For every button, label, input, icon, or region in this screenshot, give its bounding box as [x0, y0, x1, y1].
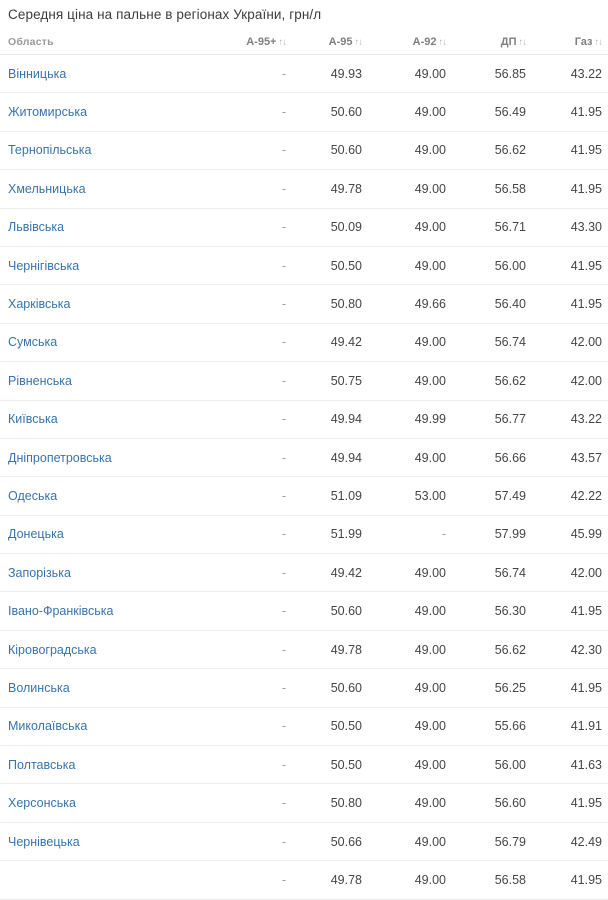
sort-icon[interactable]: ↑↓ [594, 37, 602, 48]
region-link[interactable]: Тернопільська [8, 143, 92, 158]
region-link[interactable]: Хмельницька [8, 181, 86, 196]
fuel-price-table [0, 30, 608, 900]
price-cell-a95plus: - [216, 55, 292, 93]
region-cell[interactable] [0, 131, 216, 169]
price-cell-a95: 49.42 [292, 323, 368, 361]
price-cell-a95plus: - [216, 438, 292, 476]
table-row [0, 861, 608, 899]
price-cell-gas: 41.95 [532, 784, 608, 822]
region-cell[interactable] [0, 784, 216, 822]
price-cell-a95plus: - [216, 285, 292, 323]
price-cell-gas: 41.95 [532, 861, 608, 899]
price-cell-dp: 57.49 [452, 477, 532, 515]
price-cell-dp: 56.60 [452, 784, 532, 822]
table-row [0, 55, 608, 93]
region-cell[interactable] [0, 323, 216, 361]
price-cell-gas: 42.00 [532, 554, 608, 592]
table-row [0, 822, 608, 860]
price-cell-gas: 41.91 [532, 707, 608, 745]
price-cell-a92: 49.00 [368, 208, 452, 246]
column-header-region [0, 30, 216, 55]
price-cell-a92: - [368, 515, 452, 553]
price-cell-a95: 49.78 [292, 170, 368, 208]
price-cell-dp: 56.49 [452, 93, 532, 131]
column-header-dp-label: ДП [500, 36, 517, 48]
region-link[interactable]: Херсонська [8, 796, 76, 811]
table-body [0, 55, 608, 900]
price-cell-gas: 43.22 [532, 55, 608, 93]
region-link[interactable]: Волинська [8, 680, 70, 695]
price-cell-dp: 56.62 [452, 630, 532, 668]
price-cell-a92: 49.00 [368, 592, 452, 630]
column-header-gas-label: Газ [574, 36, 593, 48]
region-link[interactable]: Харківська [8, 297, 71, 312]
price-cell-a95: 50.50 [292, 746, 368, 784]
table-row [0, 400, 608, 438]
price-cell-dp: 56.62 [452, 131, 532, 169]
region-link[interactable]: Івано-Франківська [8, 604, 114, 619]
price-cell-a95plus: - [216, 669, 292, 707]
price-cell-gas: 41.95 [532, 131, 608, 169]
price-cell-a95: 50.09 [292, 208, 368, 246]
price-cell-a95plus: - [216, 707, 292, 745]
price-cell-dp: 55.66 [452, 707, 532, 745]
table-row [0, 285, 608, 323]
region-cell[interactable] [0, 285, 216, 323]
table-header-row [0, 30, 608, 55]
price-cell-gas: 41.95 [532, 592, 608, 630]
price-cell-a95plus: - [216, 515, 292, 553]
price-cell-gas: 42.49 [532, 822, 608, 860]
region-cell[interactable] [0, 592, 216, 630]
region-cell[interactable] [0, 55, 216, 93]
price-cell-a95: 50.50 [292, 707, 368, 745]
price-cell-gas: 41.95 [532, 669, 608, 707]
region-cell[interactable] [0, 669, 216, 707]
region-link[interactable]: Чернівецька [8, 834, 80, 849]
price-cell-dp: 56.58 [452, 861, 532, 899]
region-cell[interactable] [0, 746, 216, 784]
table-row [0, 515, 608, 553]
price-cell-a92: 49.00 [368, 55, 452, 93]
price-cell-a95plus: - [216, 477, 292, 515]
price-cell-a92: 49.99 [368, 400, 452, 438]
region-cell[interactable] [0, 170, 216, 208]
price-cell-a95plus: - [216, 554, 292, 592]
column-header-a92[interactable] [368, 30, 452, 55]
price-cell-dp: 56.00 [452, 246, 532, 284]
price-cell-dp: 56.74 [452, 323, 532, 361]
region-cell[interactable] [0, 554, 216, 592]
table-row [0, 362, 608, 400]
price-cell-dp: 56.58 [452, 170, 532, 208]
region-link[interactable]: Донецька [8, 527, 64, 542]
price-cell-a95: 49.42 [292, 554, 368, 592]
region-cell[interactable] [0, 861, 216, 899]
price-cell-a95: 50.60 [292, 93, 368, 131]
price-cell-a95: 49.78 [292, 630, 368, 668]
price-cell-a95: 51.99 [292, 515, 368, 553]
price-cell-a92: 49.00 [368, 669, 452, 707]
price-cell-a92: 53.00 [368, 477, 452, 515]
price-cell-a92: 49.00 [368, 707, 452, 745]
price-cell-a92: 49.00 [368, 170, 452, 208]
region-cell[interactable] [0, 93, 216, 131]
region-cell[interactable] [0, 707, 216, 745]
price-cell-a92: 49.00 [368, 630, 452, 668]
region-link[interactable]: Сумська [8, 335, 58, 350]
region-link[interactable]: Кіровоградська [8, 642, 97, 657]
price-cell-a95: 49.93 [292, 55, 368, 93]
sort-icon[interactable]: ↑↓ [438, 37, 446, 48]
table-row [0, 707, 608, 745]
price-cell-a95plus: - [216, 784, 292, 822]
column-header-dp[interactable] [452, 30, 532, 55]
column-header-a95[interactable] [292, 30, 368, 55]
price-cell-a95: 49.78 [292, 861, 368, 899]
price-cell-a92: 49.00 [368, 246, 452, 284]
region-cell[interactable] [0, 630, 216, 668]
column-header-a95plus-label: А-95+ [246, 36, 277, 48]
price-cell-a92: 49.00 [368, 822, 452, 860]
price-cell-a92: 49.00 [368, 554, 452, 592]
page-title: Середня ціна на пальне в регіонах України, грн/л [8, 7, 322, 22]
price-cell-dp: 57.99 [452, 515, 532, 553]
price-cell-dp: 56.79 [452, 822, 532, 860]
price-cell-a95: 49.94 [292, 438, 368, 476]
column-header-gas[interactable] [532, 30, 608, 55]
table-row [0, 784, 608, 822]
region-cell[interactable] [0, 400, 216, 438]
column-header-a92-label: А-92 [412, 36, 437, 48]
price-cell-a95plus: - [216, 131, 292, 169]
table-row [0, 554, 608, 592]
region-link[interactable]: Дніпропетровська [8, 450, 112, 465]
price-cell-a92: 49.00 [368, 362, 452, 400]
price-cell-gas: 43.57 [532, 438, 608, 476]
price-cell-dp: 56.40 [452, 285, 532, 323]
sort-icon[interactable]: ↑↓ [518, 37, 526, 48]
region-link[interactable]: Миколаївська [8, 719, 88, 734]
region-link[interactable]: Львівська [8, 220, 65, 235]
table-row [0, 170, 608, 208]
region-cell[interactable] [0, 438, 216, 476]
price-cell-a95plus: - [216, 746, 292, 784]
table-row [0, 477, 608, 515]
price-cell-a95plus: - [216, 170, 292, 208]
table-row [0, 746, 608, 784]
price-cell-gas: 41.95 [532, 93, 608, 131]
price-cell-a95plus: - [216, 822, 292, 860]
region-link[interactable]: Запорізька [8, 565, 71, 580]
price-cell-a92: 49.66 [368, 285, 452, 323]
price-cell-a95: 50.50 [292, 246, 368, 284]
sort-icon[interactable]: ↑↓ [278, 37, 286, 48]
price-cell-a95: 50.66 [292, 822, 368, 860]
price-cell-dp: 56.30 [452, 592, 532, 630]
table-row [0, 93, 608, 131]
price-cell-gas: 42.00 [532, 362, 608, 400]
price-cell-dp: 56.77 [452, 400, 532, 438]
price-cell-a95plus: - [216, 861, 292, 899]
price-cell-a95: 50.60 [292, 131, 368, 169]
price-cell-gas: 41.63 [532, 746, 608, 784]
price-cell-gas: 41.95 [532, 285, 608, 323]
price-cell-gas: 41.95 [532, 246, 608, 284]
price-cell-a95plus: - [216, 208, 292, 246]
price-cell-a95plus: - [216, 592, 292, 630]
price-cell-gas: 42.00 [532, 323, 608, 361]
table-row [0, 630, 608, 668]
price-cell-gas: 43.22 [532, 400, 608, 438]
price-cell-a95: 50.80 [292, 285, 368, 323]
price-cell-a92: 49.00 [368, 93, 452, 131]
price-cell-a95: 49.94 [292, 400, 368, 438]
price-cell-a95: 50.60 [292, 592, 368, 630]
price-cell-a95plus: - [216, 323, 292, 361]
table-row [0, 438, 608, 476]
region-link[interactable]: Полтавська [8, 757, 76, 772]
region-cell[interactable] [0, 515, 216, 553]
price-cell-dp: 56.85 [452, 55, 532, 93]
price-cell-gas: 43.30 [532, 208, 608, 246]
price-cell-dp: 56.00 [452, 746, 532, 784]
price-cell-gas: 41.95 [532, 170, 608, 208]
region-link[interactable]: Чернігівська [8, 258, 80, 273]
price-cell-a92: 49.00 [368, 746, 452, 784]
price-cell-a95plus: - [216, 93, 292, 131]
price-cell-dp: 56.25 [452, 669, 532, 707]
price-cell-dp: 56.71 [452, 208, 532, 246]
column-header-a95-label: А-95 [328, 36, 353, 48]
table-row [0, 246, 608, 284]
price-cell-dp: 56.62 [452, 362, 532, 400]
price-cell-a92: 49.00 [368, 323, 452, 361]
region-link[interactable]: Київська [8, 412, 58, 427]
price-cell-gas: 42.22 [532, 477, 608, 515]
price-cell-a92: 49.00 [368, 438, 452, 476]
table-row [0, 131, 608, 169]
table-row [0, 592, 608, 630]
price-cell-a95: 50.60 [292, 669, 368, 707]
price-cell-dp: 56.66 [452, 438, 532, 476]
sort-icon[interactable]: ↑↓ [354, 37, 362, 48]
price-cell-dp: 56.74 [452, 554, 532, 592]
region-link[interactable]: Житомирська [8, 105, 88, 120]
price-cell-a95: 51.09 [292, 477, 368, 515]
table-header [0, 30, 608, 55]
region-cell[interactable] [0, 208, 216, 246]
price-cell-a92: 49.00 [368, 784, 452, 822]
price-cell-a95: 50.80 [292, 784, 368, 822]
price-cell-a95: 50.75 [292, 362, 368, 400]
price-cell-a95plus: - [216, 630, 292, 668]
region-cell[interactable] [0, 822, 216, 860]
region-cell[interactable] [0, 362, 216, 400]
region-link[interactable]: Вінницька [8, 66, 67, 81]
table-row [0, 323, 608, 361]
price-cell-a95plus: - [216, 362, 292, 400]
region-link[interactable]: Одеська [8, 488, 58, 503]
region-link[interactable]: Рівненська [8, 373, 72, 388]
price-cell-gas: 42.30 [532, 630, 608, 668]
table-row [0, 208, 608, 246]
price-cell-gas: 45.99 [532, 515, 608, 553]
price-cell-a95plus: - [216, 400, 292, 438]
table-row [0, 669, 608, 707]
region-cell[interactable] [0, 477, 216, 515]
price-cell-a92: 49.00 [368, 861, 452, 899]
price-cell-a92: 49.00 [368, 131, 452, 169]
price-cell-a95plus: - [216, 246, 292, 284]
column-header-a95plus[interactable] [216, 30, 292, 55]
column-header-region-label: Область [8, 36, 54, 48]
region-cell[interactable] [0, 246, 216, 284]
